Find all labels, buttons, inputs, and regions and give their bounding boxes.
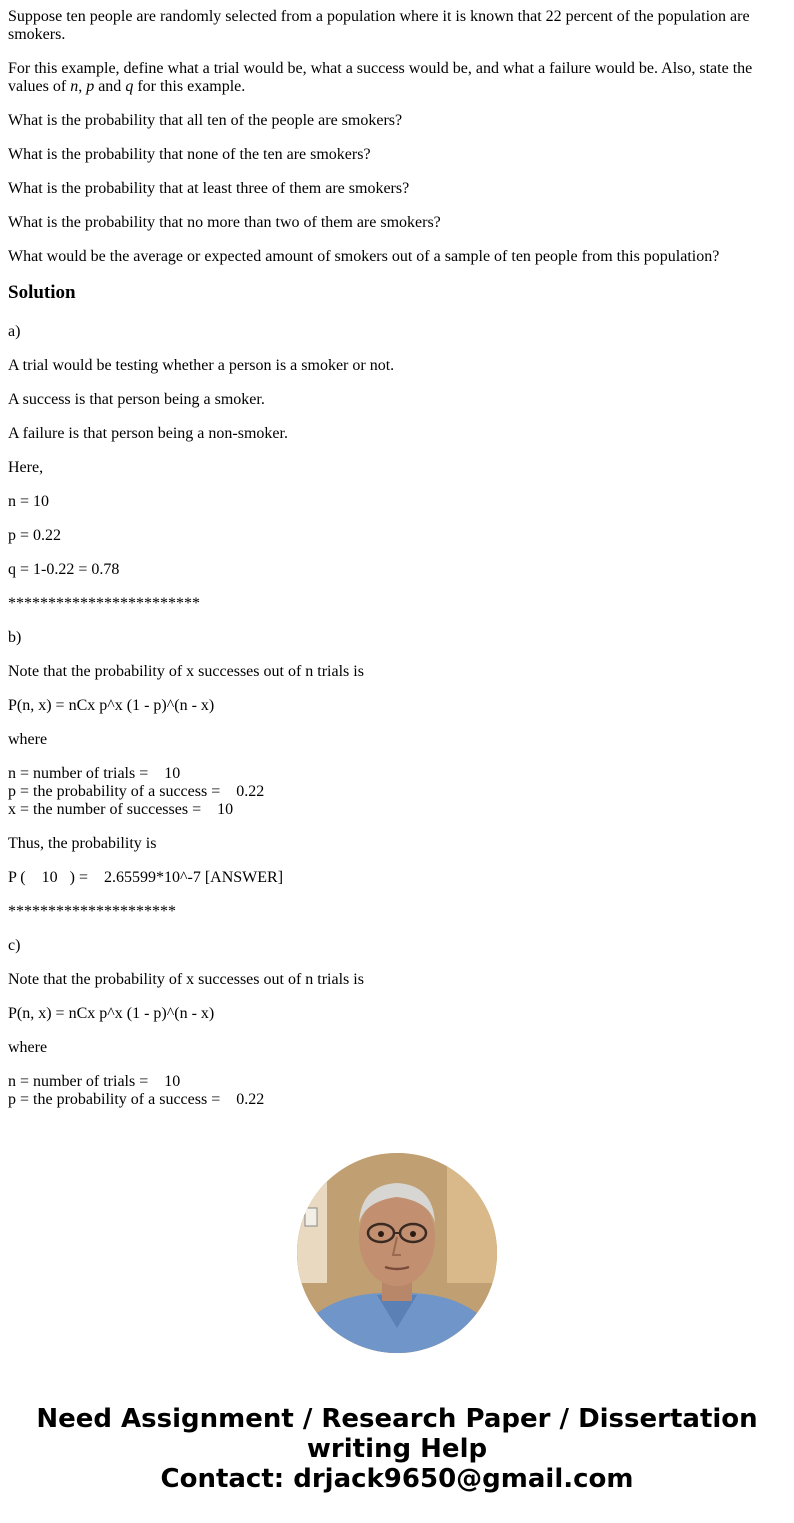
part-b-formula: P(n, x) = nCx p^x (1 - p)^(n - x) [8, 697, 215, 714]
part-b-answer: P ( 10 ) = 2.65599*10^-7 [ANSWER] [8, 869, 284, 886]
part-c-n-line: n = number of trials = 10 [8, 1073, 181, 1090]
part-a-q: q = 1-0.22 = 0.78 [8, 561, 120, 578]
part-c-label: c) [8, 937, 21, 954]
author-avatar [297, 1153, 497, 1353]
question-expected: What would be the average or expected amount of smokers out of a sample of ten people from this population? [8, 248, 720, 265]
question-all-ten: What is the probability that all ten of the people are smokers? [8, 112, 403, 129]
part-a-n: n = 10 [8, 493, 50, 510]
question-none: What is the probability that none of the ten are smokers? [8, 146, 371, 163]
part-b-p-line: p = the probability of a success = 0.22 [8, 783, 265, 800]
part-c-where: where [8, 1039, 48, 1056]
part-b-thus: Thus, the probability is [8, 835, 157, 852]
question-intro: Suppose ten people are randomly selected from a population where it is known that 22 percent of the population are smokers. [8, 8, 750, 43]
part-a-success: A success is that person being a smoker. [8, 391, 265, 408]
part-a-label: a) [8, 323, 21, 340]
part-b-variables [8, 765, 778, 819]
separator-b: ********************* [8, 903, 176, 920]
question-no-more-than-two: What is the probability that no more than two of them are smokers? [8, 214, 441, 231]
question-at-least-three: What is the probability that at least three of them are smokers? [8, 180, 410, 197]
author-portrait-image [297, 1153, 497, 1353]
part-b-note: Note that the probability of x successes out of n trials is [8, 663, 364, 680]
part-a-trial: A trial would be testing whether a person is a smoker or not. [8, 357, 395, 374]
footer-contact-banner [0, 1404, 794, 1494]
part-c-p-line: p = the probability of a success = 0.22 [8, 1091, 265, 1108]
part-a-failure: A failure is that person being a non-smoker. [8, 425, 288, 442]
solution-heading: Solution [8, 282, 76, 303]
part-a-here: Here, [8, 459, 44, 476]
part-b-x-line: x = the number of successes = 10 [8, 801, 234, 818]
part-b-where: where [8, 731, 48, 748]
part-a-p: p = 0.22 [8, 527, 62, 544]
separator-a: ************************ [8, 595, 200, 612]
question-define: For this example, define what a trial would be, what a success would be, and what a failure would be. Also, state the values of n, p and q for this example. [8, 60, 753, 95]
footer-line-2: writing Help [306, 1434, 488, 1464]
footer-line-1: Need Assignment / Research Paper / Dissertation [36, 1404, 758, 1434]
part-b-label: b) [8, 629, 22, 646]
footer-contact-email: Contact: drjack9650@gmail.com [160, 1464, 634, 1494]
document-content [8, 8, 778, 1122]
part-b-n-line: n = number of trials = 10 [8, 765, 181, 782]
part-c-formula: P(n, x) = nCx p^x (1 - p)^(n - x) [8, 1005, 215, 1022]
part-c-variables [8, 1073, 778, 1109]
part-c-note: Note that the probability of x successes out of n trials is [8, 971, 364, 988]
